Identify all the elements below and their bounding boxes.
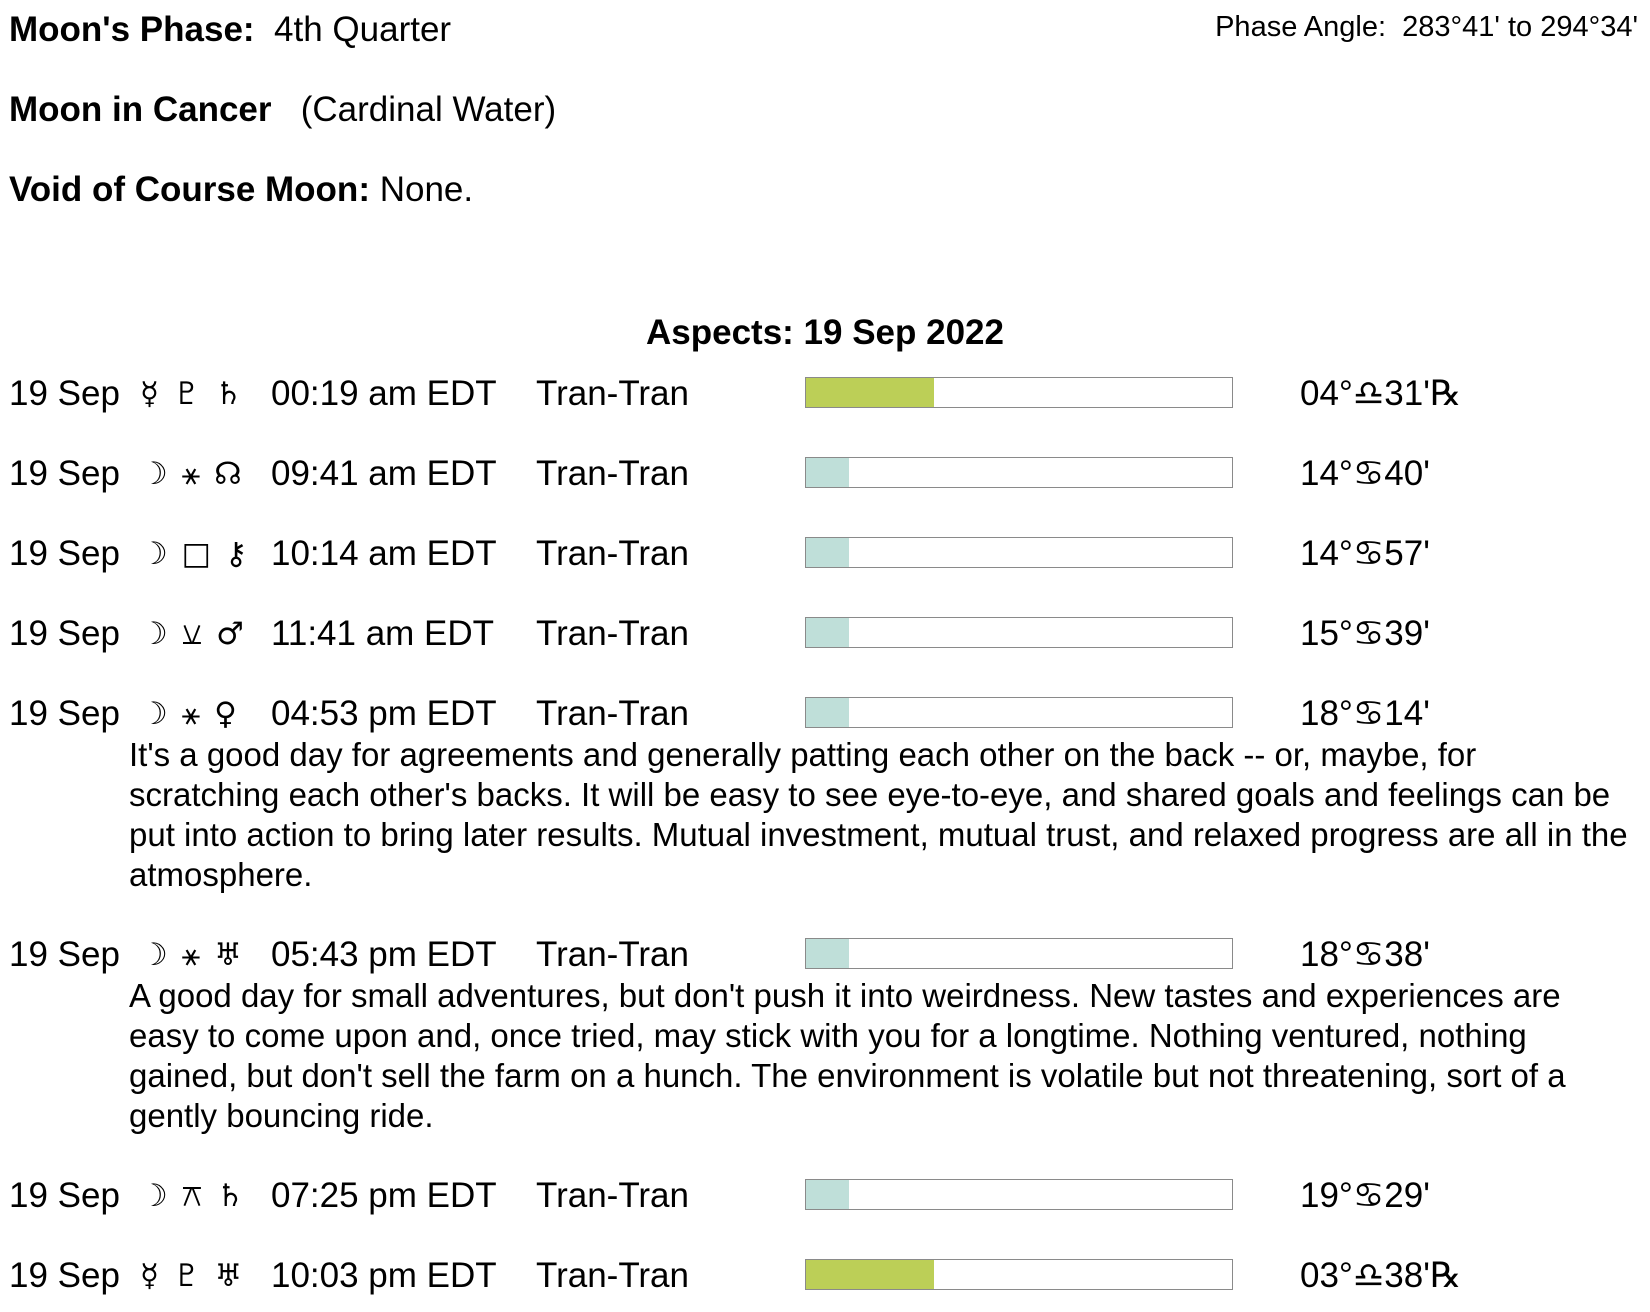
aspect-type: Tran-Tran [536, 1256, 689, 1295]
moon-phase [9, 10, 451, 50]
aspect-row [0, 1174, 1650, 1218]
void-of-course [9, 170, 473, 210]
aspect-time: 09:41 am EDT [271, 454, 497, 493]
aspect-position: 18°♋38' [1300, 935, 1430, 974]
aspect-row [0, 692, 1650, 736]
phase-angle-value: 283°41' to 294°34' [1402, 11, 1638, 43]
aspect-date: 19 Sep [9, 454, 120, 493]
aspect-glyphs: ☽ ⚹ ☊ [140, 456, 244, 492]
moon-phase-label: Moon's Phase: [9, 10, 255, 49]
aspect-position: 14°♋57' [1300, 534, 1430, 573]
strength-bar [805, 617, 1233, 648]
aspect-position: 19°♋29' [1300, 1176, 1430, 1215]
aspect-date: 19 Sep [9, 1176, 120, 1215]
aspect-row [0, 452, 1650, 496]
aspect-glyphs: ☽ □ ⚷ [140, 536, 250, 572]
strength-bar-fill [806, 378, 934, 407]
aspect-row [0, 372, 1650, 416]
strength-bar-fill [806, 1260, 934, 1289]
aspect-interpretation: A good day for small adventures, but don't push it into weirdness. New tastes and experiences are easy to come upon and, once tried, may stick with you for a longtime. Nothing ventured, nothing gained, but don't sell the farm on a hunch. The environment is volatile but not threatening, sort of a gently bouncing ride. [129, 977, 1566, 1134]
moon-sign-label: Moon in Cancer [9, 90, 272, 129]
aspect-interpretation: It's a good day for agreements and generally patting each other on the back -- or, maybe, for scratching each other's backs. It will be easy to see eye-to-eye, and shared goals and feelings can be put into action to bring later results. Mutual investment, mutual trust, and relaxed progress are all in the atmosphere. [129, 736, 1628, 893]
strength-bar-fill [806, 458, 849, 487]
aspect-type: Tran-Tran [536, 935, 689, 974]
aspect-position: 18°♋14' [1300, 694, 1430, 733]
moon-sign-element: (Cardinal Water) [300, 90, 557, 129]
aspect-time: 05:43 pm EDT [271, 935, 497, 974]
aspect-date: 19 Sep [9, 374, 120, 413]
aspect-row [0, 933, 1650, 977]
aspect-time: 04:53 pm EDT [271, 694, 497, 733]
aspect-position: 03°♎38'℞ [1300, 1256, 1462, 1295]
aspect-type: Tran-Tran [536, 694, 689, 733]
aspect-type: Tran-Tran [536, 534, 689, 573]
aspect-date: 19 Sep [9, 1256, 120, 1295]
aspect-position: 14°♋40' [1300, 454, 1430, 493]
voc-value: None. [379, 170, 474, 209]
voc-label: Void of Course Moon: [9, 170, 370, 209]
aspect-time: 07:25 pm EDT [271, 1176, 497, 1215]
aspect-type: Tran-Tran [536, 454, 689, 493]
aspect-position: 04°♎31'℞ [1300, 374, 1462, 413]
strength-bar [805, 697, 1233, 728]
aspect-glyphs: ☿ ♇ ♅ [140, 1258, 245, 1294]
aspect-time: 11:41 am EDT [271, 614, 495, 653]
strength-bar-fill [806, 1180, 849, 1209]
aspect-time: 00:19 am EDT [271, 374, 497, 413]
aspect-row [0, 1254, 1650, 1298]
aspect-glyphs: ☽ ⚹ ♅ [140, 937, 244, 973]
aspect-time: 10:03 pm EDT [271, 1256, 497, 1295]
aspect-date: 19 Sep [9, 614, 120, 653]
strength-bar [805, 537, 1233, 568]
aspect-type: Tran-Tran [536, 614, 689, 653]
strength-bar [805, 457, 1233, 488]
strength-bar [805, 1259, 1233, 1290]
aspect-date: 19 Sep [9, 694, 120, 733]
aspect-glyphs: ☽ ⚺ ♂ [140, 616, 246, 652]
aspect-row [0, 612, 1650, 656]
aspect-time: 10:14 am EDT [271, 534, 497, 573]
aspect-type: Tran-Tran [536, 374, 689, 413]
moon-sign [9, 90, 556, 130]
aspects-title: Aspects: 19 Sep 2022 [646, 313, 1004, 352]
aspect-row [0, 532, 1650, 576]
strength-bar-fill [806, 939, 849, 968]
strength-bar-fill [806, 698, 849, 727]
strength-bar-fill [806, 538, 849, 567]
aspect-date: 19 Sep [9, 935, 120, 974]
aspect-date: 19 Sep [9, 534, 120, 573]
aspect-position: 15°♋39' [1300, 614, 1430, 653]
moon-phase-value: 4th Quarter [274, 10, 452, 49]
strength-bar [805, 1179, 1233, 1210]
strength-bar [805, 377, 1233, 408]
aspect-type: Tran-Tran [536, 1176, 689, 1215]
phase-angle [1215, 10, 1638, 44]
aspect-glyphs: ☽ ⚻ ♄ [140, 1178, 246, 1214]
aspect-glyphs: ☿ ♇ ♄ [140, 376, 245, 412]
phase-angle-label: Phase Angle: [1215, 11, 1387, 43]
strength-bar-fill [806, 618, 849, 647]
strength-bar [805, 938, 1233, 969]
aspect-glyphs: ☽ ⚹ ♀ [140, 696, 239, 732]
